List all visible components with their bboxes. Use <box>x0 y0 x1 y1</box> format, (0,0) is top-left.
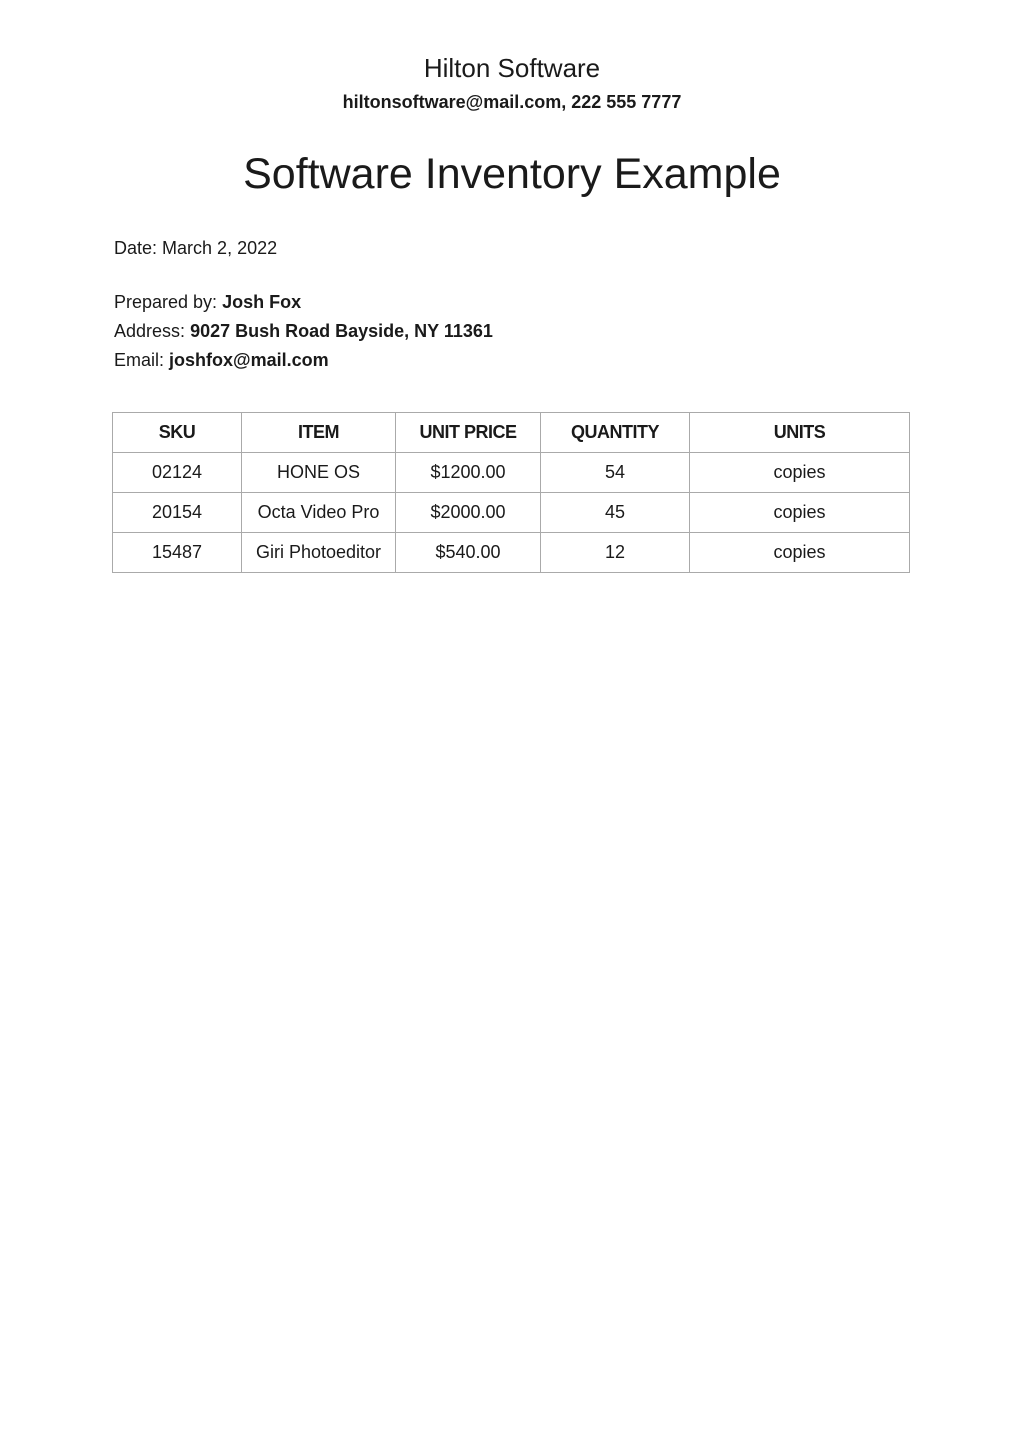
cell-item: HONE OS <box>242 453 396 493</box>
cell-units: copies <box>690 453 910 493</box>
cell-quantity: 54 <box>541 453 690 493</box>
prepared-value: Josh Fox <box>222 292 302 312</box>
cell-unit-price: $540.00 <box>396 533 541 573</box>
cell-quantity: 12 <box>541 533 690 573</box>
address-line <box>114 321 493 342</box>
cell-sku: 02124 <box>113 453 242 493</box>
table-header-row <box>113 413 910 453</box>
cell-units: copies <box>690 493 910 533</box>
company-name: Hilton Software <box>423 53 601 83</box>
header-quantity: QUANTITY <box>541 413 690 453</box>
prepared-label: Prepared by: <box>114 292 218 312</box>
header-units: UNITS <box>690 413 910 453</box>
cell-item: Octa Video Pro <box>242 493 396 533</box>
table-row <box>113 533 910 573</box>
address-label: Address: <box>114 321 186 341</box>
table-row <box>113 453 910 493</box>
address-value: 9027 Bush Road Bayside, NY 11361 <box>190 321 493 341</box>
header-sku: SKU <box>113 413 242 453</box>
prepared-line <box>114 292 301 313</box>
cell-quantity: 45 <box>541 493 690 533</box>
email-line <box>114 350 329 371</box>
page-title: Software Inventory Example <box>243 150 781 198</box>
date-value: March 2, 2022 <box>162 238 278 258</box>
cell-units: copies <box>690 533 910 573</box>
header-item: ITEM <box>242 413 396 453</box>
cell-unit-price: $1200.00 <box>396 453 541 493</box>
email-value: joshfox@mail.com <box>169 350 329 370</box>
cell-sku: 20154 <box>113 493 242 533</box>
date-label: Date: <box>114 238 158 258</box>
header-unit-price: UNIT PRICE <box>396 413 541 453</box>
email-label: Email: <box>114 350 165 370</box>
date-line <box>114 238 277 259</box>
company-contact: hiltonsoftware@mail.com, 222 555 7777 <box>342 92 682 112</box>
cell-item: Giri Photoeditor <box>242 533 396 573</box>
inventory-table <box>112 412 910 573</box>
table-row <box>113 493 910 533</box>
cell-unit-price: $2000.00 <box>396 493 541 533</box>
cell-sku: 15487 <box>113 533 242 573</box>
